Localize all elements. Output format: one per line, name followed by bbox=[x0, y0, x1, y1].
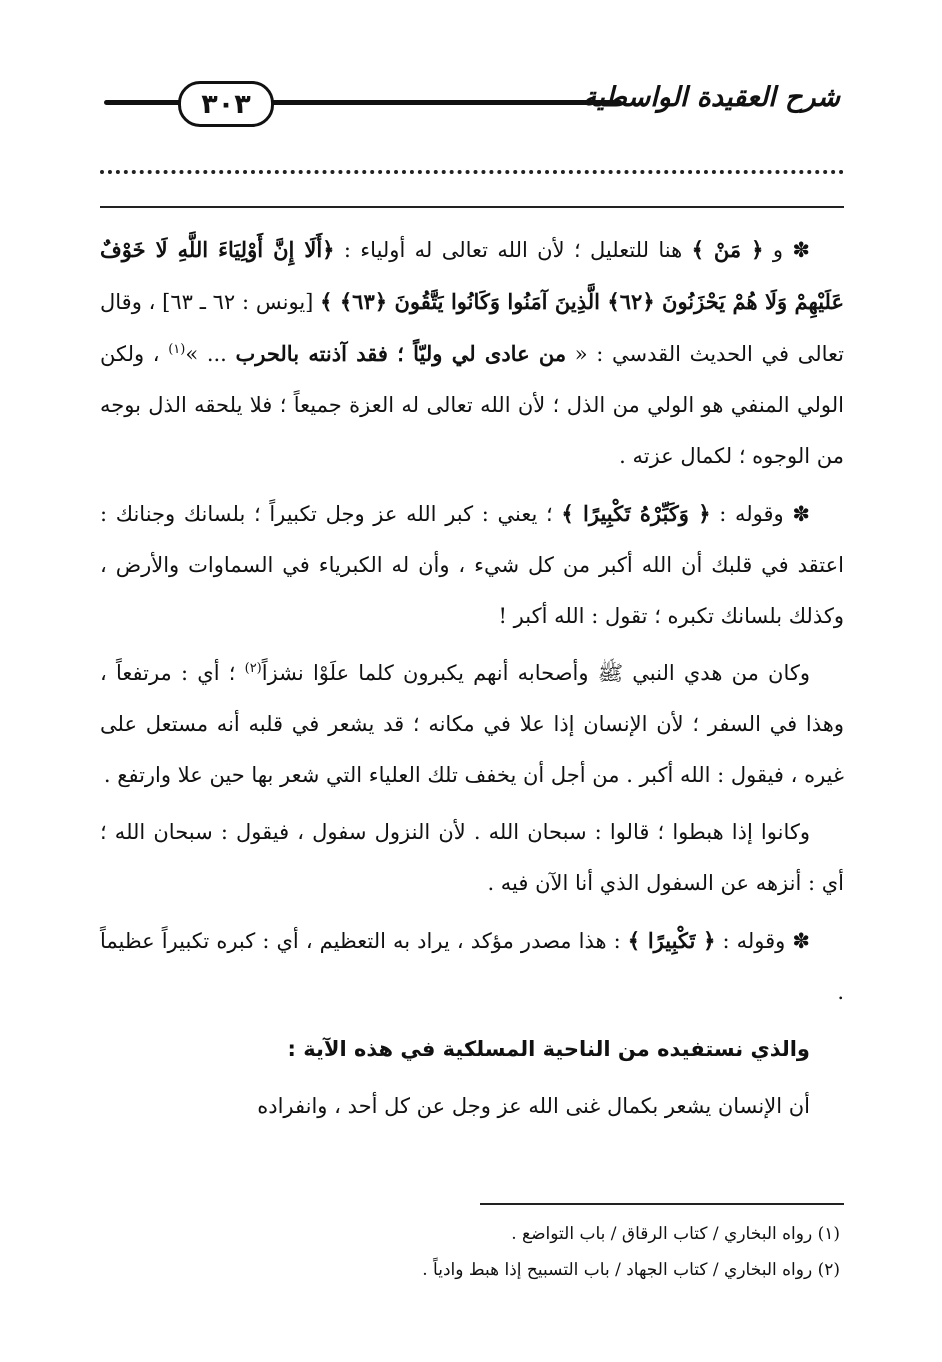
dotted-divider bbox=[100, 170, 844, 174]
book-title: شرح العقيدة الواسطية bbox=[582, 82, 840, 113]
header-rule-right bbox=[262, 100, 622, 105]
main-text bbox=[100, 224, 844, 1138]
page-header bbox=[104, 78, 840, 126]
quran-citation: ﴿ مَنْ ﴾ bbox=[691, 237, 764, 262]
section-divider bbox=[100, 206, 844, 208]
quran-citation: ﴿ وَكَبِّرْهُ تَكْبِيرًا ﴾ bbox=[561, 501, 711, 526]
footnotes bbox=[100, 1216, 844, 1288]
star-marker: ✽ bbox=[792, 238, 811, 262]
section-heading: والذي نستفيده من الناحية المسلكية في هذه الآية : bbox=[287, 1037, 810, 1061]
paragraph-3: وكان من هدي النبي ﷺ وأصحابه أنهم يكبرون كلما علَوْا نشزاً$^{(٢)}$ ؛ أي : مرتفعاً ، وهذا في السفر ؛ لأن الإنسان إذا علا في مكانه ؛ قد يشعر في قلبه أنه مستعل على غيره ، فيقول : الله أكبر . من أجل أن يخفف تلك العلياء التي شعر بها حين علا وارتفع . bbox=[100, 661, 844, 787]
footnote-2: (٢) رواه البخاري / كتاب الجهاد / باب التسبيح إذا هبط وادياً . bbox=[422, 1260, 840, 1280]
paragraph-2: ✽ وقوله : ﴿ وَكَبِّرْهُ تَكْبِيرًا ﴾ ؛ يعني : كبر الله عز وجل تكبيراً ؛ بلسانك وجنانك : اعتقد في قلبك أن الله أكبر من كل شيء ، وأن له الكبرياء في السماوات والأرض ، وكذلك بلسانك تكبره ؛ تقول : الله أكبر ! bbox=[100, 501, 844, 628]
header-rule-left bbox=[104, 100, 184, 105]
star-marker: ✽ bbox=[792, 502, 810, 526]
paragraph-1: ✽ و ﴿ مَنْ ﴾ هنا للتعليل ؛ لأن الله تعالى له أولياء : ﴿أَلَا إِنَّ أَوْلِيَاءَ اللَّهِ لَا خَوْفٌ عَلَيْهِمْ وَلَا هُمْ يَحْزَنُونَ ﴿٦٢﴾ الَّذِينَ آمَنُوا وَكَانُوا يَتَّقُونَ ﴿٦٣﴾ ﴾ [يونس : ٦٢ ـ ٦٣] ، وقال تعالى في الحديث القدسي : « من عادى لي وليّاً ؛ فقد آذنته بالحرب ... »$^{(١)}$ ، ولكن الولي المنفي هو الولي من الذل ؛ لأن الله تعالى له العزة جميعاً ؛ فلا يلحقه الذل بوجه من الوجوه ؛ لكمال عزته . bbox=[100, 237, 845, 468]
footnote-ref-2: (٢) bbox=[244, 661, 262, 676]
quran-verse: ﴿أَلَا إِنَّ أَوْلِيَاءَ اللَّهِ لَا خَوْفٌ عَلَيْهِمْ وَلَا هُمْ يَحْزَنُونَ ﴿٦٢﴾ الَّذِينَ آمَنُوا وَكَانُوا يَتَّقُونَ ﴿٦٣﴾ ﴾ bbox=[100, 237, 845, 314]
footnote-ref-1: (١) bbox=[168, 342, 186, 357]
star-marker: ✽ bbox=[792, 929, 810, 953]
paragraph-6: أن الإنسان يشعر بكمال غنى الله عز وجل عن كل أحد ، وانفراده bbox=[257, 1094, 810, 1118]
page-number: ٣٠٣ bbox=[178, 81, 274, 127]
footnote-1: (١) رواه البخاري / كتاب الرقاق / باب التواضع . bbox=[511, 1224, 840, 1244]
paragraph-4: وكانوا إذا هبطوا ؛ قالوا : سبحان الله . لأن النزول سفول ، فيقول : سبحان الله ؛ أي : أنزهه عن السفول الذي أنا الآن فيه . bbox=[100, 820, 844, 895]
footnote-divider bbox=[480, 1203, 844, 1205]
paragraph-5: ✽ وقوله : ﴿ تَكْبِيرًا ﴾ : هذا مصدر مؤكد ، يراد به التعظيم ، أي : كبره تكبيراً عظيماً . bbox=[100, 928, 844, 1004]
quran-citation: ﴿ تَكْبِيرًا ﴾ bbox=[627, 928, 716, 953]
hadith-quote: من عادى لي وليّاً ؛ فقد آذنته بالحرب bbox=[235, 341, 567, 366]
